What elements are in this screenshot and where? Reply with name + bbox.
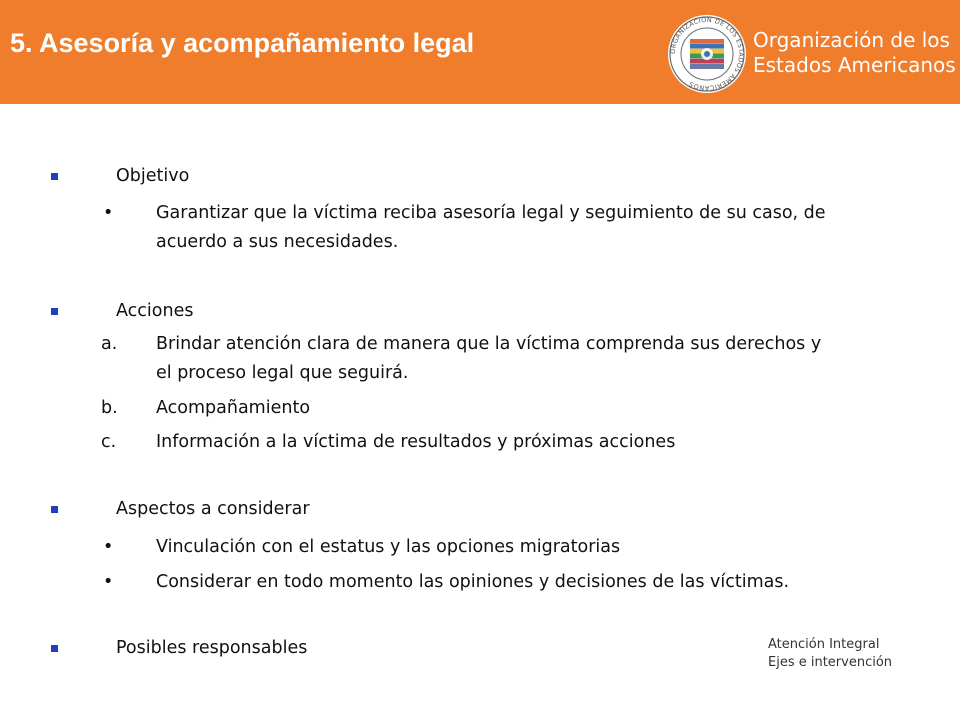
list-marker-a: a. [101, 334, 118, 354]
acciones-item-a-line2: el proceso legal que seguirá. [156, 363, 409, 383]
footer-line1: Atención Integral [768, 637, 880, 652]
footer-caption [768, 636, 892, 672]
acciones-item-b: Acompañamiento [156, 398, 311, 418]
section-heading-acciones: Acciones [116, 301, 194, 321]
bullet-marker: • [103, 203, 114, 223]
bullet-marker: • [103, 572, 114, 592]
square-bullet-icon [51, 308, 58, 315]
aspectos-item-1: Vinculación con el estatus y las opciones migratorias [156, 537, 621, 557]
bullet-marker: • [103, 537, 114, 557]
section-heading-aspectos: Aspectos a considerar [116, 499, 310, 519]
square-bullet-icon [51, 173, 58, 180]
page-title: 5. Asesoría y acompañamiento legal [10, 28, 475, 58]
list-marker-c: c. [101, 432, 117, 452]
section-heading-objetivo: Objetivo [116, 166, 190, 186]
footer-line2: Ejes e intervención [768, 655, 893, 670]
acciones-item-a-line1: Brindar atención clara de manera que la víctima comprenda sus derechos y [156, 334, 822, 354]
org-name-line2: Estados Americanos [753, 53, 956, 77]
aspectos-item-2: Considerar en todo momento las opiniones y decisiones de las víctimas. [156, 572, 790, 592]
section-heading-responsables: Posibles responsables [116, 638, 308, 658]
acciones-item-c: Información a la víctima de resultados y próximas acciones [156, 432, 676, 452]
list-marker-b: b. [101, 398, 118, 418]
seal-text: ORGANIZACION DE LOS ESTADOS AMERICANOS [668, 15, 746, 93]
objetivo-item-line2: acuerdo a sus necesidades. [156, 232, 399, 252]
objetivo-item-line1: Garantizar que la víctima reciba asesoría legal y seguimiento de su caso, de [156, 203, 826, 223]
square-bullet-icon [51, 506, 58, 513]
square-bullet-icon [51, 645, 58, 652]
org-name-line1: Organización de los [753, 28, 950, 52]
